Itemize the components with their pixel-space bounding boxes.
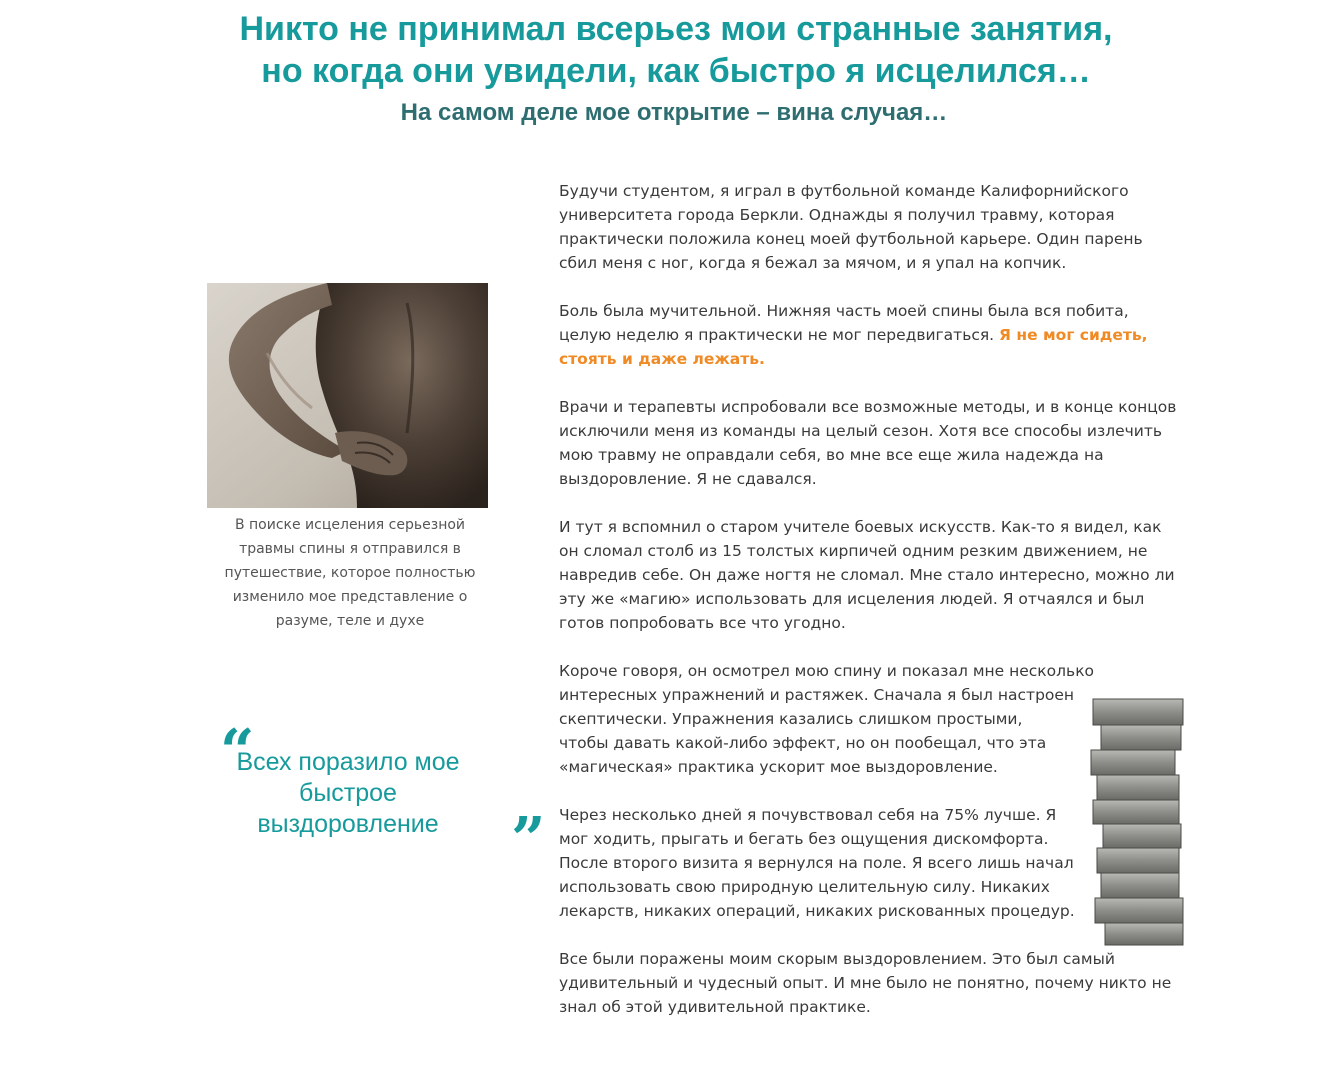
paragraph-1: Будучи студентом, я играл в футбольной команде Калифорнийского университета города Беркли. Однажды я получил травму, которая практически положила конец моей футбольной карьере. Один парень сбил меня с ног, когда я бежал за мячом, и я упал на копчик. [559, 182, 1143, 272]
close-quote-icon: ” [511, 805, 546, 875]
headline-line-1: Никто не принимал всерьез мои странные занятия, [239, 10, 1113, 48]
article-body [559, 179, 1181, 1043]
headline-line-2: но когда они увидели, как быстро я исцелился… [261, 52, 1091, 90]
photo-caption: В поиске исцеления серьезной травмы спины я отправился в путешествие, которое полностью изменило мое представление о разуме, теле и духе [224, 517, 476, 629]
paragraph-3: Врачи и терапевты испробовали все возможные методы, и в конце концов исключили меня из команды на целый сезон. Хотя все способы излечить мою травму не оправдали себя, во мне все еще жила надежда на выздоровление. Я не сдавался. [559, 398, 1177, 488]
open-quote-icon: “ [220, 717, 255, 787]
headline [0, 8, 1330, 92]
paragraph-2-highlight: Я не мог сидеть, стоять и даже лежать. [559, 326, 1148, 368]
paragraph-7: Все были поражены моим скорым выздоровлением. Это был самый удивительный и чудесный опыт. И мне было не понятно, почему никто не знал об этой удивительной практике. [559, 950, 1172, 1016]
subheadline: На самом деле мое открытие – вина случая… [400, 99, 948, 126]
paragraph-2-text: Боль была мучительной. Нижняя часть моей спины была вся побита, целую неделю я практически не мог передвигаться. [559, 302, 1129, 344]
paragraph-5: Короче говоря, он осмотрел мою спину и показал мне несколько интересных упражнений и растяжек. Сначала я был настроен скептически. Упражнения казались слишком простыми, чтобы давать какой-либо эффект, но он пообещал, что эта «магическая» практика ускорит мое выздоровление. [559, 662, 1095, 776]
brick-stack-image [1087, 697, 1185, 947]
back-pain-photo [207, 283, 488, 508]
paragraph-6: Через несколько дней я почувствовал себя на 75% лучше. Я мог ходить, прыгать и бегать без ощущения дискомфорта. После второго визита я вернулся на поле. Я всего лишь начал использовать свою природную целительную силу. Никаких лекарств, никаких операций, никаких рискованных процедур. [559, 806, 1075, 920]
pull-quote: Всех поразило мое быстрое выздоровление [236, 748, 460, 838]
paragraph-2 [559, 299, 1181, 371]
paragraph-4: И тут я вспомнил о старом учителе боевых искусств. Как-то я видел, как он сломал столб из 15 толстых кирпичей одним резким движением, не навредив себе. Он даже ногтя не сломал. Мне стало интересно, можно ли эту же «магию» использовать для исцеления людей. Я отчаялся и был готов попробовать все что угодно. [559, 518, 1175, 632]
